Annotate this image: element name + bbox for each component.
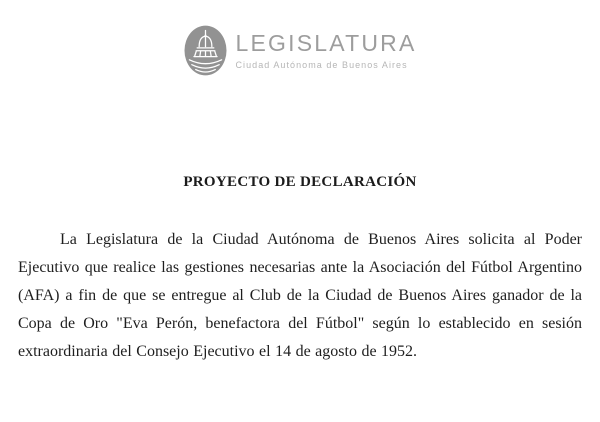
- document-paragraph: La Legislatura de la Ciudad Autónoma de Buenos Aires solicita al Poder Ejecutivo que realice las gestiones necesarias ante la Asociación del Fútbol Argentino (AFA) a fin de que se entregue al Club de la Ciudad de Buenos Aires ganador de la Copa de Oro "Eva Perón, benefactora del Fútbol" según lo establecido en sesión extraordinaria del Consejo Ejecutivo el 14 de agosto de 1952.: [18, 231, 582, 360]
- logo-text-block: [236, 31, 417, 69]
- logo-subtitle-text: Ciudad Autónoma de Buenos Aires: [235, 59, 408, 70]
- logo-brand-text: LEGISLATURA: [235, 30, 417, 57]
- document-title: PROYECTO DE DECLARACIÓN: [183, 174, 417, 190]
- legislatura-dome-icon: [184, 25, 227, 76]
- legislatura-logo: [0, 0, 600, 76]
